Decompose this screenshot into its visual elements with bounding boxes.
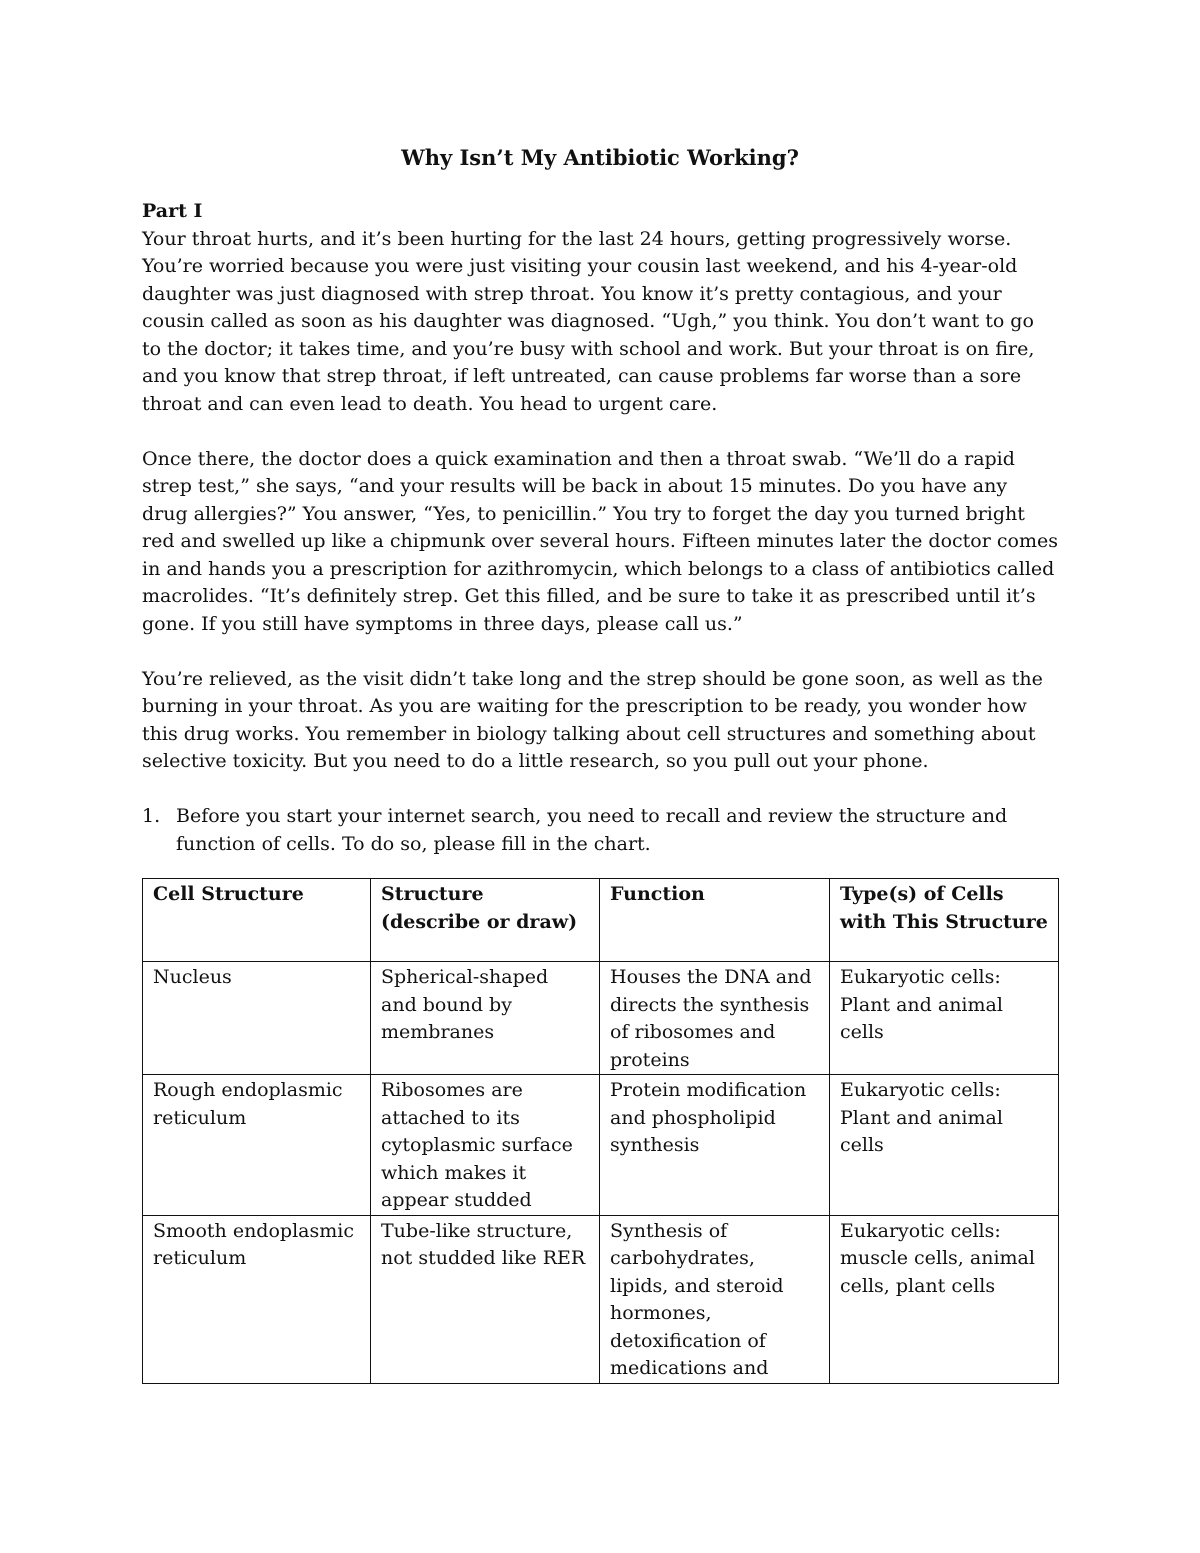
table-cell[interactable]: Eukaryotic cells: muscle cells, animal cells, plant cells [830,1215,1059,1383]
table-cell[interactable]: Synthesis of carbohydrates, lipids, and steroid hormones, detoxification of medications and [600,1215,830,1383]
table-cell[interactable]: Houses the DNA and directs the synthesis of ribosomes and proteins [600,962,830,1075]
table-cell[interactable]: Spherical-shaped and bound by membranes [371,962,600,1075]
table-cell[interactable]: Ribosomes are attached to its cytoplasmic surface which makes it appear studded [371,1075,600,1216]
document-title: Why Isn’t My Antibiotic Working? [401,145,799,170]
header-cell-types: Type(s) of Cells with This Structure [830,879,1059,962]
table-row [143,962,1059,1075]
header-cell-structure: Cell Structure [143,879,371,962]
table-cell[interactable]: Protein modification and phospholipid synthesis [600,1075,830,1216]
cell-structure-table [142,878,1059,1384]
table-cell[interactable]: Rough endoplasmic reticulum [143,1075,371,1216]
paragraph-1: Your throat hurts, and it’s been hurting for the last 24 hours, getting progressively worse. You’re worried because you were just visiting your cousin last weekend, and his 4-year-old daughter was just diagnosed with strep throat. You know it’s pretty contagious, and your cousin called as soon as his daughter was diagnosed. “Ugh,” you think. You don’t want to go to the doctor; it takes time, and you’re busy with school and work. But your throat is on fire, and you know that strep throat, if left untreated, can cause problems far worse than a sore throat and can even lead to death. You head to urgent care. [142,227,1035,415]
question-number: 1. [142,805,161,827]
paragraph-2: Once there, the doctor does a quick examination and then a throat swab. “We’ll do a rapid strep test,” she says, “and your results will be back in about 15 minutes. Do you have any drug allergies?” You answer, “Yes, to penicillin.” You try to forget the day you turned bright red and swelled up like a chipmunk over several hours. Fifteen minutes later the doctor comes in and hands you a prescription for azithromycin, which belongs to a class of antibiotics called macrolides. “It’s definitely strep. Get this filled, and be sure to take it as prescribed until it’s gone. If you still have symptoms in three days, please call us.” [142,447,1058,635]
header-function: Function [600,879,830,962]
document-page [142,142,1058,1384]
part-heading: Part I [142,200,203,222]
paragraph-3: You’re relieved, as the visit didn’t take long and the strep should be gone soon, as well as the burning in your throat. As you are waiting for the prescription to be ready, you wonder how this drug works. You remember in biology talking about cell structures and something about selective toxicity. But you need to do a little research, so you pull out your phone. [142,667,1043,772]
question-1 [142,803,1058,858]
table-cell[interactable]: Tube-like structure, not studded like RER [371,1215,600,1383]
table-cell[interactable]: Smooth endoplasmic reticulum [143,1215,371,1383]
table-cell[interactable]: Nucleus [143,962,371,1075]
table-cell[interactable]: Eukaryotic cells: Plant and animal cells [830,962,1059,1075]
table-cell[interactable]: Eukaryotic cells: Plant and animal cells [830,1075,1059,1216]
table-row [143,1075,1059,1216]
question-text: Before you start your internet search, you need to recall and review the structure and function of cells. To do so, please fill in the chart. [176,805,1008,855]
header-structure: Structure (describe or draw) [371,879,600,962]
table-header-row [143,879,1059,962]
table-row [143,1215,1059,1383]
